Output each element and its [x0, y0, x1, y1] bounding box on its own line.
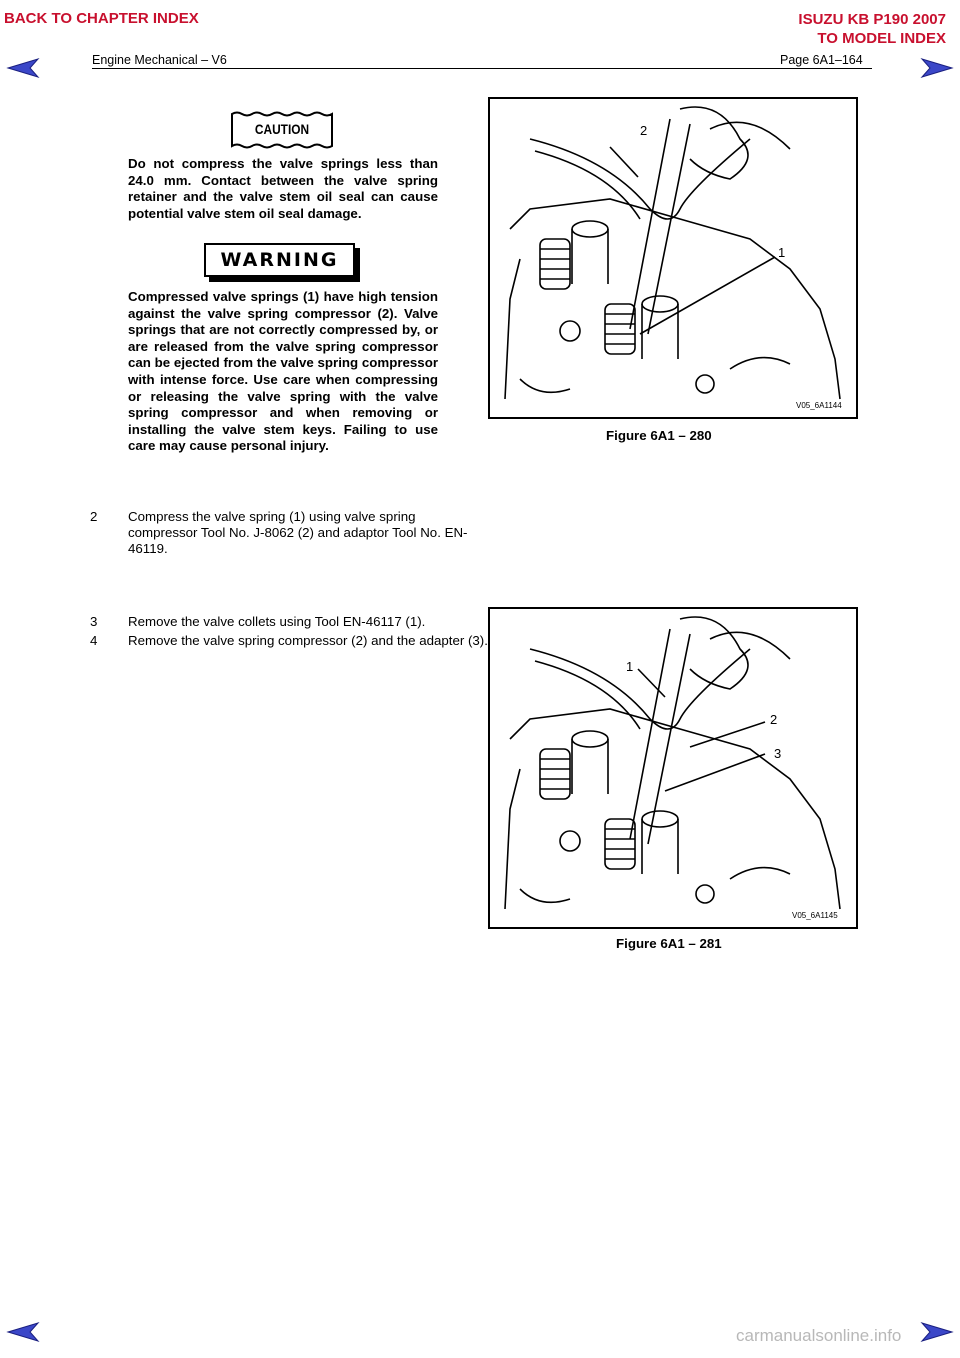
- step-text: Remove the valve spring compressor (2) and the adapter (3).: [128, 633, 488, 648]
- step-text: Remove the valve collets using Tool EN-46117 (1).: [128, 614, 426, 629]
- previous-page-arrow-icon[interactable]: [6, 58, 40, 78]
- model-index-link[interactable]: [798, 10, 946, 48]
- figure-280-frame: [488, 97, 858, 419]
- caution-text: Do not compress the valve springs less than 24.0 mm. Contact between the valve spring retainer and the valve stem oil seal can cause potential valve stem oil seal damage.: [128, 156, 438, 221]
- step-number: 4: [90, 633, 98, 648]
- step-text: Compress the valve spring (1) using valve spring compressor Tool No. J-8062 (2) and adaptor Tool No. EN-46119.: [128, 509, 468, 556]
- step-number: 3: [90, 614, 98, 629]
- next-page-arrow-icon[interactable]: [920, 58, 954, 78]
- vehicle-title: ISUZU KB P190 2007: [798, 11, 946, 28]
- figure-callout: 1: [626, 659, 634, 674]
- warning-text: Compressed valve springs (1) have high tension against the valve spring compressor (2). Valve springs that are not correctly compressed by, or are released from the valve spring compressor can be ejected from the valve spring compressor with intense force. Use care when compressing or releasing the valve spring with the valve spring compressor and when removing or installing the valve stem keys. Failing to use care may cause personal injury.: [128, 289, 438, 454]
- step-number: 2: [90, 509, 98, 524]
- figure-callout: 2: [640, 123, 648, 138]
- figure-image-id: V05_6A1144: [796, 401, 842, 410]
- page-number: Page 6A1–164: [780, 53, 863, 67]
- step-item: [90, 614, 490, 634]
- figure-callout: 1: [778, 245, 786, 260]
- valve-collet-removal-illustration: [490, 609, 856, 927]
- back-to-chapter-index-link[interactable]: BACK TO CHAPTER INDEX: [4, 10, 199, 27]
- valve-spring-compressor-illustration: [490, 99, 856, 417]
- figure-281-frame: [488, 607, 858, 929]
- previous-page-bottom-arrow-icon[interactable]: [6, 1322, 40, 1342]
- next-page-bottom-arrow-icon[interactable]: [920, 1322, 954, 1342]
- warning-label: WARNING: [220, 249, 339, 271]
- header-rule: [92, 68, 872, 69]
- caution-badge: [228, 110, 336, 150]
- warning-badge: [204, 243, 362, 283]
- caution-label: CAUTION: [254, 121, 310, 137]
- section-title: Engine Mechanical – V6: [92, 53, 227, 67]
- step-item: [90, 509, 490, 559]
- figure-callout: 2: [770, 712, 778, 727]
- figure-281-caption: Figure 6A1 – 281: [616, 936, 722, 951]
- watermark: carmanualsonline.info: [736, 1326, 902, 1345]
- figure-280-caption: Figure 6A1 – 280: [606, 428, 712, 443]
- figure-image-id: V05_6A1145: [792, 911, 838, 920]
- to-model-index-label: TO MODEL INDEX: [817, 30, 946, 47]
- figure-callout: 3: [774, 746, 782, 761]
- step-item: [90, 633, 490, 673]
